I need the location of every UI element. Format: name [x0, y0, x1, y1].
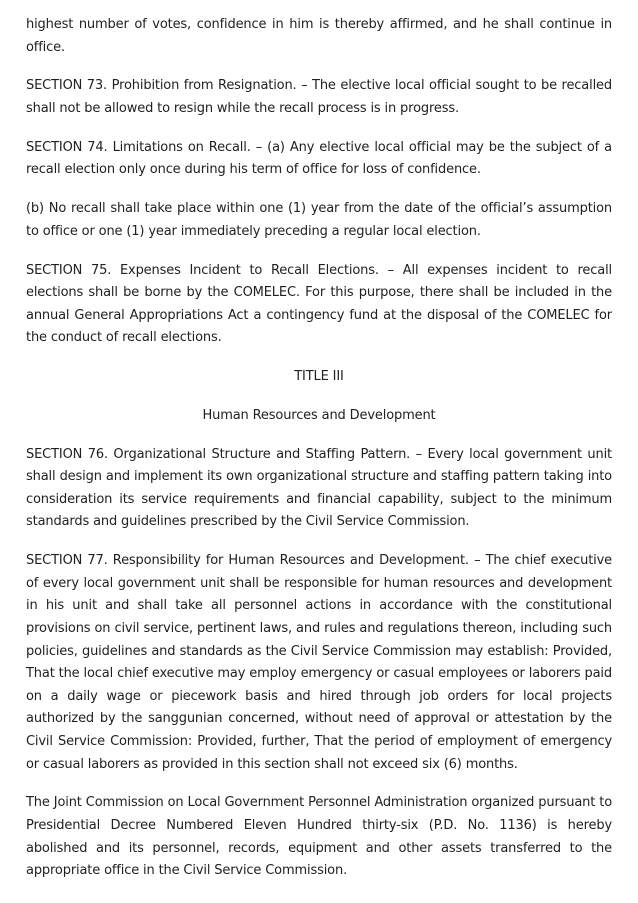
section-74-a: SECTION 74. Limitations on Recall. – (a) Any elective local official may be the subject of a recall election only once during his term of office for loss of confidence.	[26, 139, 612, 178]
section-73: SECTION 73. Prohibition from Resignation. – The elective local official sought to be recalled shall not be allowed to resign while the recall process is in progress.	[26, 78, 612, 116]
title-subheading: Human Resources and Development	[202, 407, 436, 423]
section-77: SECTION 77. Responsibility for Human Resources and Development. – The chief executive of every local government unit shall be responsible for human resources and development in his unit and shall take all personnel actions in accordance with the constitutional provisions on civil service, pertinent laws, and rules and regulations thereon, including such policies, guidelines and standards as the Civil Service Commission may establish: Provided, That the local chief executive may employ emergency or casual employees or laborers paid on a daily wage or piecework basis and hired through job orders for local projects authorized by the sanggunian concerned, without need of approval or attestation by the Civil Service Commission: Provided, further, That the period of employment of emergency or casual laborers as provided in this section shall not exceed six (6) months.	[26, 553, 612, 772]
section-77-joint-commission: The Joint Commission on Local Government Personnel Administration organized pursuant to Presidential Decree Numbered Eleven Hundred thirty-six (P.D. No. 1136) is hereby abolished and its personnel, records, equipment and other assets transferred to the appropriate office in the Civil Service Commission.	[26, 795, 612, 879]
section-76: SECTION 76. Organizational Structure and Staffing Pattern. – Every local government unit shall design and implement its own organizational structure and staffing pattern taking into consideration its service requirements and financial capability, subject to the minimum standards and guidelines prescribed by the Civil Service Commission.	[26, 446, 612, 530]
title-heading: TITLE III	[294, 369, 344, 385]
section-75: SECTION 75. Expenses Incident to Recall Elections. – All expenses incident to recall elections shall be borne by the COMELEC. For this purpose, there shall be included in the annual General Appropriations Act a contingency fund at the disposal of the COMELEC for the conduct of recall elections.	[26, 262, 612, 346]
paragraph-continuation: highest number of votes, confidence in him is thereby affirmed, and he shall continue in office.	[26, 17, 612, 55]
section-74-b: (b) No recall shall take place within one (1) year from the date of the official’s assumption to office or one (1) year immediately preceding a regular local election.	[26, 201, 612, 239]
